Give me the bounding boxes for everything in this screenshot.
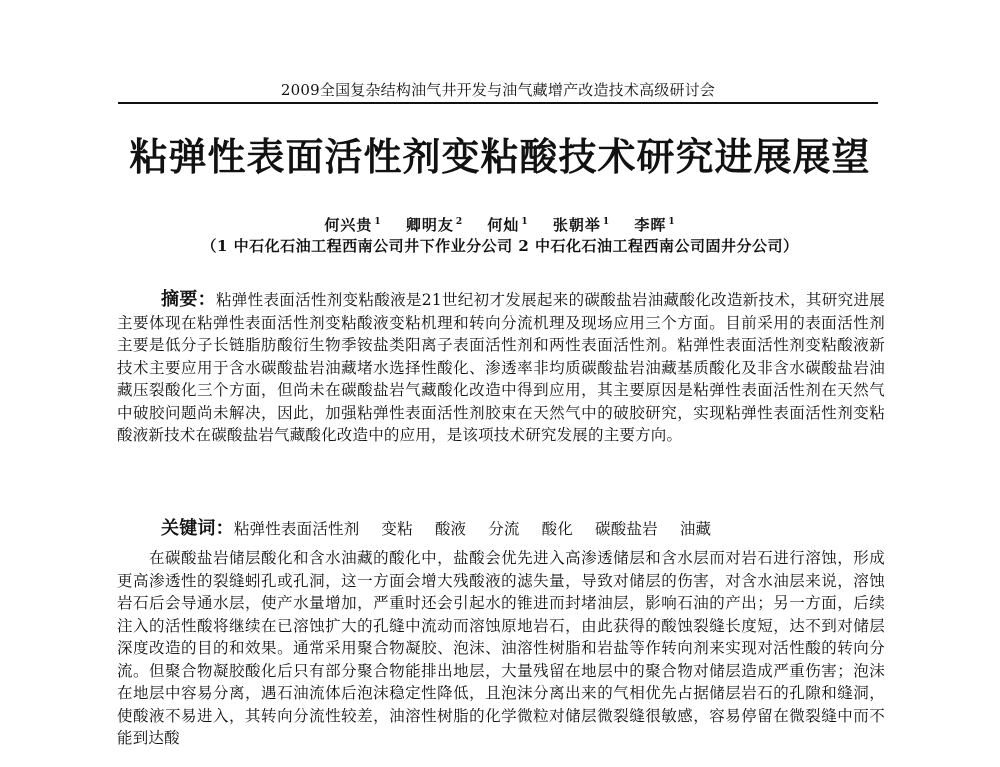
abstract [117, 289, 885, 447]
keyword: 变粘 [381, 520, 413, 538]
keywords [117, 518, 885, 541]
author: 何灿 $^1$ [487, 216, 529, 234]
author: 张朝举 $^1$ [552, 216, 611, 234]
intro-paragraph: 在碳酸盐岩储层酸化和含水油藏的酸化中，盐酸会优先进入高渗透储层和含水层而对岩石进行溶蚀，形成更高渗透性的裂缝蚓孔或孔洞，这一方面会增大残酸液的滤失量，导致对储层的伤害，对含水油层来说，溶蚀岩石后会导通水层，使产水量增加，严重时还会引起水的锥进而封堵油层，影响石油的产出；另一方面，后续注入的活性酸将继续在已溶蚀扩大的孔缝中流动而溶蚀原地岩石，由此获得的酸蚀裂缝长度短，达不到对储层深度改造的目的和效果。通常采用聚合物凝胶、泡沫、油溶性树脂和岩盐等作转向剂来实现对活性酸的转向分流。但聚合物凝胶酸化后只有部分聚合物能排出地层，大量残留在地层中的聚合物对储层造成严重伤害；泡沫在地层中容易分离，遇石油流体后泡沫稳定性降低，且泡沫分离出来的气相优先占据储层岩石的孔隙和缝洞，使酸液不易进入，其转向分流性较差，油溶性树脂的化学微粒对储层微裂缝很敏感，容易停留在微裂缝中而不能到达酸 [117, 549, 885, 747]
abstract-label: 摘要： [161, 289, 216, 310]
paper-title: 粘弹性表面活性剂变粘酸技术研究进展展望 [129, 135, 871, 179]
keyword: 碳酸盐岩 [595, 520, 658, 538]
keyword: 分流 [488, 520, 520, 538]
abstract-text: 粘弹性表面活性剂变粘酸液是21世纪初才发展起来的碳酸盐岩油藏酸化改造新技术，其研究进展主要体现在粘弹性表面活性剂变粘酸液变粘机理和转向分流机理及现场应用三个方面。目前采用的表面活性剂主要是低分子长链脂肪酸衍生物季铵盐类阳离子表面活性剂和两性表面活性剂。粘弹性表面活性剂变粘酸液新技术主要应用于含水碳酸盐岩油藏堵水选择性酸化、渗透率非均质碳酸盐岩油藏基质酸化及非含水碳酸盐岩油藏压裂酸化三个方面，但尚未在碳酸盐岩气藏酸化改造中得到应用，其主要原因是粘弹性表面活性剂在天然气中破胶问题尚未解决，因此，加强粘弹性表面活性剂胶束在天然气中的破胶研究，实现粘弹性表面活性剂变粘酸液新技术在碳酸盐岩气藏酸化改造中的应用，是该项技术研究发展的主要方向。 [117, 291, 885, 444]
affiliation: （1 中石化石油工程西南公司井下作业分公司 2 中石化石油工程西南公司固井分公司） [201, 237, 799, 255]
author: 李晖 $^1$ [634, 216, 676, 234]
author: 卿明友 $^2$ [405, 216, 464, 234]
keyword: 油藏 [679, 520, 712, 538]
author-list [100, 212, 900, 235]
conference-header [118, 79, 878, 105]
header-rule [118, 102, 878, 104]
conference-name: 2009全国复杂结构油气井开发与油气藏增产改造技术高级研讨会 [277, 81, 719, 99]
keywords-label: 关键词： [161, 518, 234, 539]
keyword: 酸液 [434, 520, 467, 538]
author: 何兴贵 $^1$ [324, 216, 382, 234]
keyword: 酸化 [541, 520, 574, 538]
keyword: 粘弹性表面活性剂 [233, 520, 360, 538]
